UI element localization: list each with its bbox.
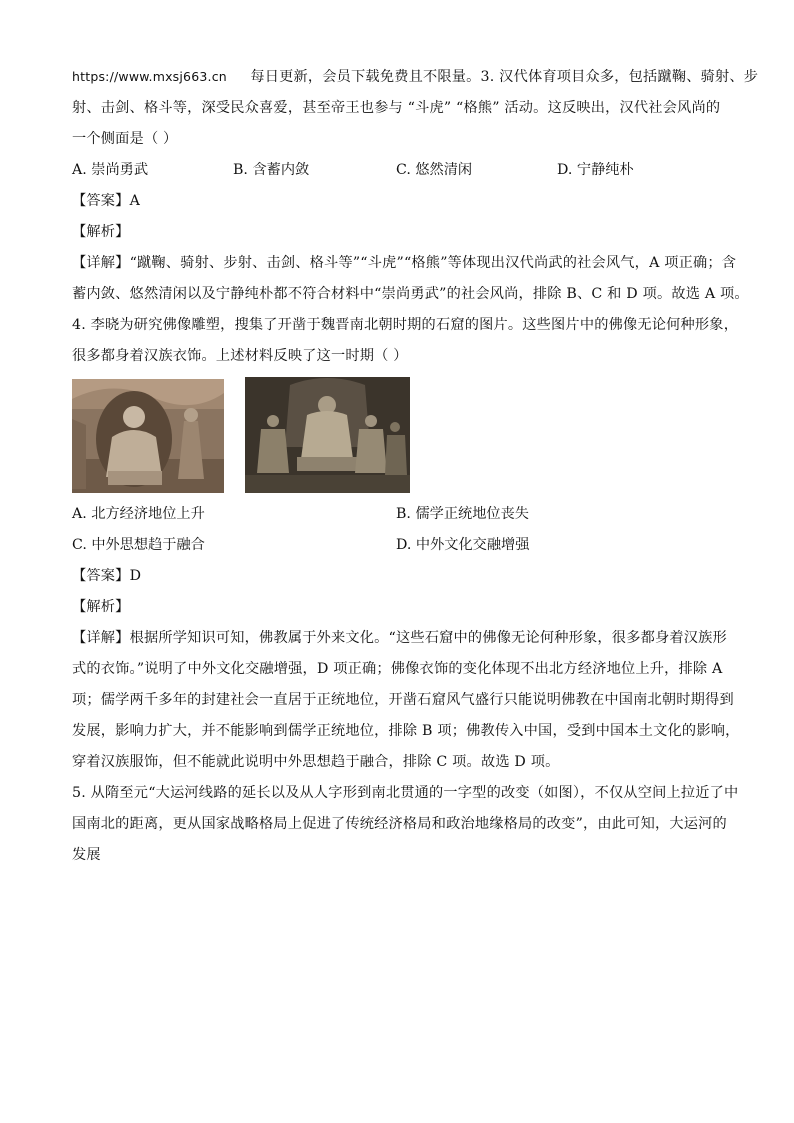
q4-detail-2: 式的衣饰。”说明了中外文化交融增强，D 项正确；佛像衣饰的变化体现不出北方经济地位上升，排除 A — [72, 661, 723, 677]
q3-line-2: 射、击剑、格斗等，深受民众喜爱，甚至帝王也参与 “斗虎” “格熊” 活动。这反映出，汉代社会风尚的 — [72, 100, 721, 116]
q4-answer-tag: 【答案】 — [72, 568, 130, 584]
q5-line-2: 国南北的距离，更从国家战略格局上促进了传统经济格局和政治地缘格局的改变”，由此可知，大运河的 — [72, 816, 727, 832]
q4-option-b: B. 儒学正统地位丧失 — [396, 506, 529, 522]
q3-option-d: D. 宁静纯朴 — [557, 162, 634, 178]
q3-option-b: B. 含蓄内敛 — [233, 162, 310, 178]
q3-detail-tag: 【详解】 — [72, 255, 130, 271]
q3-line-3: 一个侧面是（ ） — [72, 131, 178, 147]
q4-option-a: A. 北方经济地位上升 — [72, 506, 205, 522]
q4-line-1: 4. 李晓为研究佛像雕塑，搜集了开凿于魏晋南北朝时期的石窟的图片。这些图片中的佛像无论何种形象， — [72, 317, 739, 333]
q4-detail-1: 根据所学知识可知，佛教属于外来文化。“这些石窟中的佛像无论何种形象，很多都身着汉族形 — [129, 630, 727, 646]
q3-answer: A — [129, 193, 141, 209]
q4-line-2: 很多都身着汉族衣饰。上述材料反映了这一时期（ ） — [72, 348, 408, 364]
q3-detail-1: “蹴鞠、骑射、步射、击剑、格斗等”“斗虎”“格熊”等体现出汉代尚武的社会风气，A 项正确；含 — [129, 255, 737, 271]
q3-line-1: 3. 汉代体育项目众多，包括蹴鞠、骑射、步 — [480, 69, 759, 85]
q3-answer-line — [72, 191, 722, 211]
site-note: 每日更新，会员下载免费且不限量。 — [250, 69, 481, 85]
q4-answer-line — [72, 566, 722, 586]
q4-detail-5: 穿着汉族服饰，但不能就此说明中外思想趋于融合，排除 C 项。故选 D 项。 — [72, 754, 560, 770]
grotto-photo-1 — [72, 379, 224, 493]
q3-option-a: A. 崇尚勇武 — [72, 162, 149, 178]
site-url[interactable]: https://www.mxsj663.cn — [72, 69, 227, 84]
q5-line-1: 5. 从隋至元“大运河线路的延长以及从人字形到南北贯通的一字型的改变（如图），不仅从空间上拉近了中 — [72, 785, 739, 801]
q4-detail-4: 发展，影响力扩大，并不能影响到儒学正统地位，排除 B 项；佛教传入中国，受到中国本土文化的影响， — [72, 723, 740, 739]
q4-detail-line-1 — [72, 628, 727, 648]
q3-option-c: C. 悠然清闲 — [396, 162, 473, 178]
q4-option-c: C. 中外思想趋于融合 — [72, 537, 205, 553]
q3-answer-tag: 【答案】 — [72, 193, 130, 209]
q3-detail-line-1 — [72, 253, 737, 273]
q4-detail-tag: 【详解】 — [72, 630, 130, 646]
grotto-photo-2 — [245, 377, 410, 493]
q3-analysis-tag: 【解析】 — [72, 224, 130, 240]
q3-detail-2: 蓄内敛、悠然清闲以及宁静纯朴都不符合材料中“崇尚勇武”的社会风尚，排除 B、C 和 D 项。故选 A 项。 — [72, 286, 749, 302]
q4-analysis-tag: 【解析】 — [72, 599, 130, 615]
q4-option-d: D. 中外文化交融增强 — [396, 537, 530, 553]
header-line — [72, 67, 759, 87]
q4-answer: D — [129, 568, 142, 584]
q5-line-3: 发展 — [72, 847, 101, 863]
q4-detail-3: 项；儒学两千多年的封建社会一直居于正统地位，开凿石窟风气盛行只能说明佛教在中国南北朝时期得到 — [72, 692, 734, 708]
